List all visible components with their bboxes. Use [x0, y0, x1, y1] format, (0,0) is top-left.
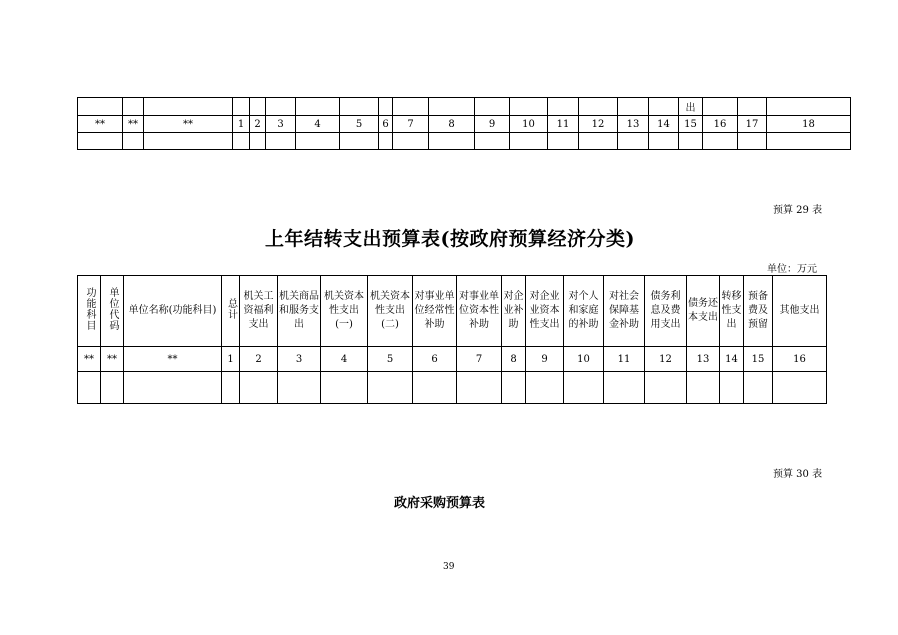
page-number: 39	[443, 562, 455, 572]
top-table	[77, 97, 851, 150]
table-cell: 3	[266, 116, 296, 133]
table-30-label: 预算 30 表	[773, 469, 823, 480]
column-header: 单位代码	[101, 276, 124, 347]
table-cell: 2	[240, 347, 278, 372]
column-header: 机关资本性支出(一)	[321, 276, 368, 347]
table-cell: **	[101, 347, 124, 372]
top-table-row-2	[78, 116, 851, 133]
table-cell: **	[78, 347, 101, 372]
table-cell: 18	[767, 116, 851, 133]
table-cell: 1	[222, 347, 240, 372]
table-cell: 7	[393, 116, 429, 133]
table-cell: 16	[773, 347, 827, 372]
column-header: 机关商品和服务支出	[278, 276, 321, 347]
table-cell: 15	[744, 347, 773, 372]
table-29-label: 预算 29 表	[773, 205, 823, 216]
table-cell: 13	[618, 116, 649, 133]
table-cell: 17	[738, 116, 767, 133]
table-number-row	[78, 347, 827, 372]
table-cell: 6	[413, 347, 457, 372]
table-cell: 3	[278, 347, 321, 372]
table-cell: **	[124, 347, 222, 372]
table-cell: 7	[457, 347, 502, 372]
column-header: 对个人和家庭的补助	[564, 276, 604, 347]
table-29-title: 上年结转支出预算表(按政府预算经济分类)	[265, 228, 635, 250]
table-cell: 16	[703, 116, 738, 133]
column-header: 对企业业资本性支出	[526, 276, 564, 347]
table-cell: 14	[649, 116, 679, 133]
table-cell: 11	[604, 347, 645, 372]
column-header: 单位名称(功能科目)	[124, 276, 222, 347]
table-cell: 13	[687, 347, 720, 372]
column-header: 债务利息及费用支出	[645, 276, 687, 347]
column-header: 对事业单位资本性补助	[457, 276, 502, 347]
column-header: 其他支出	[773, 276, 827, 347]
table-row	[78, 372, 827, 404]
column-header: 对企业补助	[502, 276, 526, 347]
top-table-row-1	[78, 98, 851, 116]
table-header-row	[78, 276, 827, 347]
column-header: 转移性支出	[720, 276, 744, 347]
table-cell: 15	[679, 116, 703, 133]
table-cell: 出	[679, 98, 703, 116]
table-cell: 14	[720, 347, 744, 372]
table-cell: **	[123, 116, 144, 133]
table-cell: 2	[250, 116, 266, 133]
unit-label: 单位：万元	[767, 264, 817, 275]
column-header: 功能科目	[78, 276, 101, 347]
column-header: 预备费及预留	[744, 276, 773, 347]
table-29	[77, 275, 827, 404]
table-cell: 8	[502, 347, 526, 372]
table-cell: **	[144, 116, 233, 133]
column-header: 对事业单位经常性补助	[413, 276, 457, 347]
table-cell: 9	[526, 347, 564, 372]
column-header: 机关工资福利支出	[240, 276, 278, 347]
table-cell: **	[78, 116, 123, 133]
table-cell: 9	[475, 116, 510, 133]
table-cell: 12	[579, 116, 618, 133]
table-cell: 4	[321, 347, 368, 372]
table-cell: 8	[429, 116, 475, 133]
table-cell: 12	[645, 347, 687, 372]
table-cell: 10	[564, 347, 604, 372]
column-header: 机关资本性支出(二)	[368, 276, 413, 347]
table-cell: 5	[340, 116, 379, 133]
top-table-row-3	[78, 133, 851, 150]
column-header: 对社会保障基金补助	[604, 276, 645, 347]
table-cell: 1	[233, 116, 250, 133]
table-30-title: 政府采购预算表	[394, 496, 486, 511]
column-header: 总计	[222, 276, 240, 347]
table-cell: 11	[548, 116, 579, 133]
column-header: 债务还本支出	[687, 276, 720, 347]
table-cell: 10	[510, 116, 548, 133]
table-cell: 4	[296, 116, 340, 133]
table-cell: 5	[368, 347, 413, 372]
table-cell: 6	[379, 116, 393, 133]
